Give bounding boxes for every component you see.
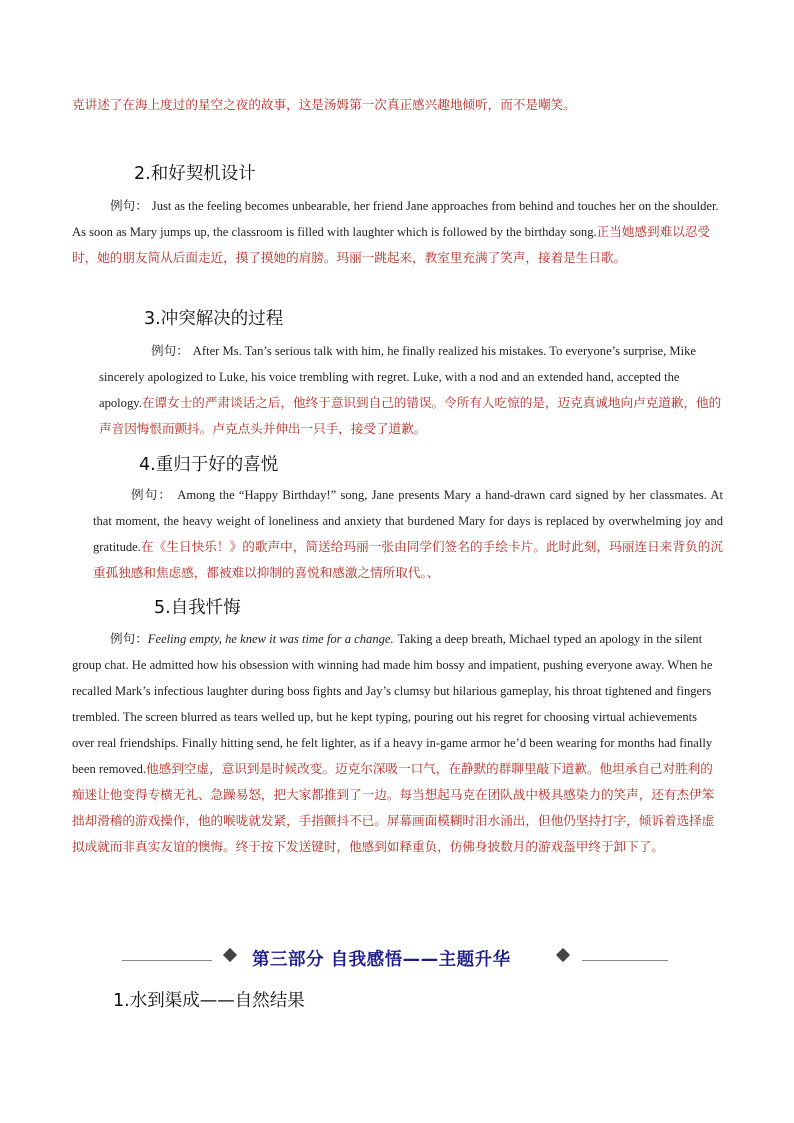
example-english: After Ms. Tan’s serious talk with him, he finally realized his mistakes. To everyone’s surprise, Mike sincerely apologized to Luke, his voice trembling with regret. Luke, with a nod and an extended hand, accepted the apology. [99,344,696,410]
divider-rule-right [582,960,668,961]
divider-rule-left [122,960,212,961]
part3-subheading: 1.水到渠成——自然结果 [113,991,305,1011]
diamond-icon [223,948,237,962]
example-paragraph-5 [72,626,722,860]
diamond-icon [556,948,570,962]
example-paragraph-3 [99,338,723,442]
example-chinese: 正当她感到难以忍受时，她的朋友简从后面走近，摸了摸她的肩膀。玛丽一跳起来，教室里充满了笑声，接着是生日歌。 [72,224,711,265]
section-heading-3: 3.冲突解决的过程 [144,309,284,329]
intro-continuation: 克讲述了在海上度过的星空之夜的故事，这是汤姆第一次真正感兴趣地倾听，而不是嘲笑。 [72,97,576,112]
example-chinese: 在《生日快乐！》的歌声中，简送给玛丽一张由同学们签名的手绘卡片。此时此刻，玛丽连日来背负的沉重孤独感和焦虑感，都被难以抑制的喜悦和感激之情所取代。、 [93,539,723,580]
section-heading-5: 5.自我忏悔 [154,598,241,618]
example-label: 例句： [151,343,189,358]
example-label: 例句： [131,487,173,502]
section-heading-2: 2.和好契机设计 [134,164,256,184]
part-title: 第三部分 自我感悟——主题升华 [252,950,511,970]
example-english: Taking a deep breath, Michael typed an apology in the silent group chat. He admitted how his obsession with winning had made him bossy and impatient, pushing everyone away. When he recalled Mark’s infectious laughter during boss fights and Jay’s clumsy but hilarious gameplay, his throat tightened and fingers trembled. The screen blurred as tears welled up, but he kept typing, pouring out his regret for choosing virtual achievements over real friendships. Finally hitting send, he felt lighter, as if a heavy in-game armor he’d been wearing for months had finally been removed. [72,632,713,776]
example-english: Just as the feeling becomes unbearable, her friend Jane approaches from behind and touches her on the shoulder. As soon as Mary jumps up, the classroom is filled with laughter which is followed by the birthday song. [72,199,719,239]
example-paragraph-2 [72,193,722,271]
example-english: Among the “Happy Birthday!” song, Jane presents Mary a hand-drawn card signed by her classmates. At that moment, the heavy weight of loneliness and anxiety that burdened Mary for days is replaced by overwhelming joy and gratitude. [93,488,724,554]
example-chinese: 他感到空虚，意识到是时候改变。迈克尔深吸一口气，在静默的群聊里敲下道歉。他坦承自己对胜利的痴迷让他变得专横无礼、急躁易怒，把大家都推到了一边。每当想起马克在团队战中极具感染力的笑声，还有杰伊笨拙却滑稽的游戏操作，他的喉咙就发紧，手指颤抖不已。屏幕画面模糊时泪水涌出，但他仍坚持打字，倾诉着选择虚拟成就而非真实友谊的懊悔。终于按下发送键时，他感到如释重负，仿佛身披数月的游戏盔甲终于卸下了。 [72,761,715,854]
example-label: 例句： [110,631,148,646]
section-heading-4: 4.重归于好的喜悦 [139,455,279,475]
part-divider [122,946,668,970]
example-label: 例句： [110,198,148,213]
example-paragraph-4 [93,482,723,586]
example-chinese: 在谭女士的严肃谈话之后，他终于意识到自己的错误。令所有人吃惊的是，迈克真诚地向卢克道歉，他的声音因悔恨而颤抖。卢克点头并伸出一只手，接受了道歉。 [99,395,722,436]
example-italic-sentence: Feeling empty, he knew it was time for a change. [147,632,394,646]
